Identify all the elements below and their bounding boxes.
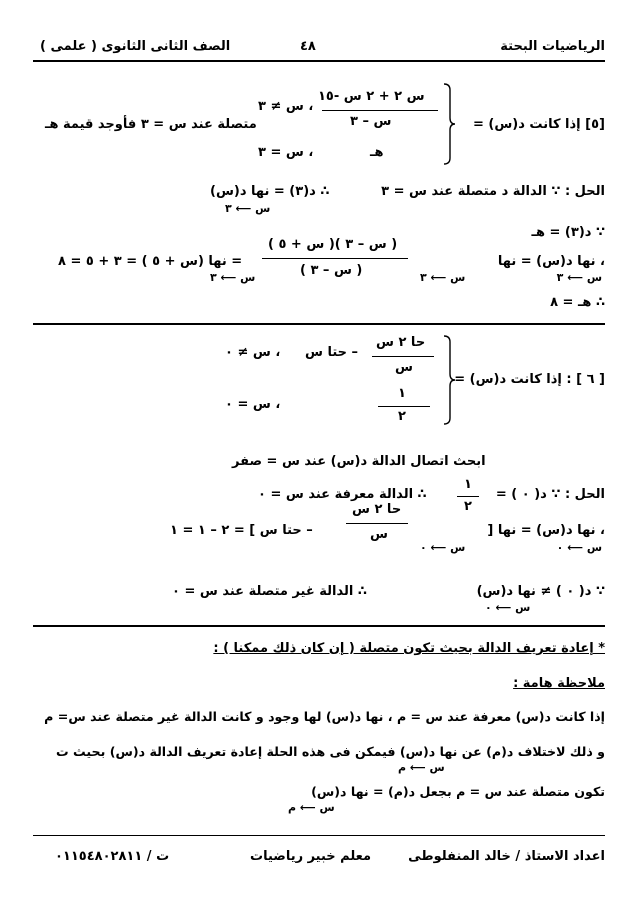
q6-top-numerator: حا ٢ س [376,335,426,350]
q6-bottom-numerator: ١ [398,386,406,401]
q6-label: [ ٦ ] : إذا كانت د(س) = [454,372,605,387]
note-line3: تكون متصلة عند س = م بجعل د(م) = نها د(س) [311,784,605,799]
q6-bottom-denominator: ٢ [398,409,406,424]
note-line2: و ذلك لاختلاف د(م) عن نها د(س) فيمكن فى هذه الحلة إعادة تعريف الدالة د(س) بحيث ت [56,744,605,759]
q6-solution-line2-result: – حتا س ] = ٢ – ١ = ١ [170,523,313,538]
q6-solution-line3-start: ∵ د( ٠ ) ≠ نها د(س) [476,584,605,599]
q6-bottom-condition: ، س = ٠ [225,397,281,412]
redefine-heading: * إعادة تعريف الدالة بحيث تكون متصلة ( إن كان ذلك ممكنا ) : [213,641,605,656]
q6-top-fraction-bar [372,356,434,357]
q5-limit-subscript-3: س ⟵ ٣ [420,271,466,284]
q6-solution-denominator: ٢ [464,499,472,514]
q6-solution-fraction-bar [457,496,479,497]
note-limit-subscript-2: س ⟵ م [288,801,335,814]
q6-task: ابحث اتصال الدالة د(س) عند س = صفر [232,454,486,469]
q5-final-answer: ∴ هـ = ٨ [550,295,605,310]
q6-top-condition: ، س ≠ ٠ [225,345,281,360]
footer-author: اعداد الاستاذ / خالد المنفلوطى [408,849,605,864]
q5-top-denominator: س – ٣ [350,114,392,129]
q5-bottom-condition: ، س = ٣ [258,145,314,160]
q6-bottom-fraction-bar [378,406,430,407]
q6-solution-line1-start: الحل : ∵ د( ٠ ) = [495,487,605,502]
q6-brace [440,334,456,426]
q5-solution-numerator: ( س – ٣ )( س + ٥ ) [268,237,398,252]
q5-solution-fraction-bar [262,258,408,259]
q5-top-condition: ، س ≠ ٣ [258,99,314,114]
q5-brace [440,82,456,166]
section-rule-2 [33,625,605,627]
q5-solution-line1: الحل : ∵ الدالة د متصلة عند س = ٣ [381,184,605,199]
q5-top-numerator: س ٢ + ٢ س -١٥ [318,89,425,104]
q5-limit-subscript-2: س ⟵ ٣ [556,271,602,284]
footer-rule [33,835,605,836]
q6-solution-numerator: ١ [464,477,472,492]
q5-solution-line1-conclusion: ∴ د(٣) = نها د(س) [210,184,330,199]
q5-solution-line3-result: = نها (س + ٥ ) = ٣ + ٥ = ٨ [58,254,243,269]
header-rule [33,60,605,62]
q5-solution-line3-start: ، نها د(س) = نها [497,254,605,269]
q6-solution2-fraction-bar [346,523,408,524]
q5-limit-subscript-1: س ⟵ ٣ [225,202,271,215]
grade-title: الصف الثانى الثانوى ( علمى ) [40,39,231,54]
section-rule-1 [33,323,605,325]
q6-solution-line1-conclusion: ∴ الدالة معرفة عند س = ٠ [258,487,427,502]
q5-statement: متصلة عند س = ٣ فأوجد قيمة هـ [45,117,257,132]
q5-top-fraction-bar [322,110,438,111]
q5-solution-line2: ∵ د(٣) = هـ [531,225,605,240]
q6-solution-line3-conclusion: ∴ الدالة غير متصلة عند س = ٠ [172,584,367,599]
q5-solution-denominator: ( س – ٣ ) [300,263,363,278]
q6-top-minus-cos: – حتا س [305,345,359,360]
q6-limit-subscript-1: س ⟵ ٠ [556,541,602,554]
footer-phone: ت / ٠١١٥٤٨٠٢٨١١ [55,849,170,864]
note-label: ملاحظة هامة : [513,676,605,691]
q6-limit-subscript-3: س ⟵ ٠ [485,601,531,614]
q6-limit-subscript-2: س ⟵ ٠ [420,541,466,554]
q6-top-denominator: س [395,360,413,375]
footer-role: معلم خبير رياضيات [250,849,372,864]
q6-solution-line2-start: ، نها د(س) = نها [ [487,523,605,538]
page-number: ٤٨ [300,39,316,54]
q5-limit-subscript-4: س ⟵ ٣ [210,271,256,284]
note-line1: إذا كانت د(س) معرفة عند س = م ، نها د(س) لها وجود و كانت الدالة غير متصلة عند س= م [44,709,605,724]
q6-solution2-numerator: حا ٢ س [352,502,402,517]
q5-bottom-value: هـ [370,145,384,160]
q5-label: [٥] إذا كانت د(س) = [473,117,605,132]
q6-solution2-denominator: س [370,527,388,542]
note-limit-subscript-1: س ⟵ م [398,761,445,774]
subject-title: الرياضيات البحتة [500,39,605,54]
